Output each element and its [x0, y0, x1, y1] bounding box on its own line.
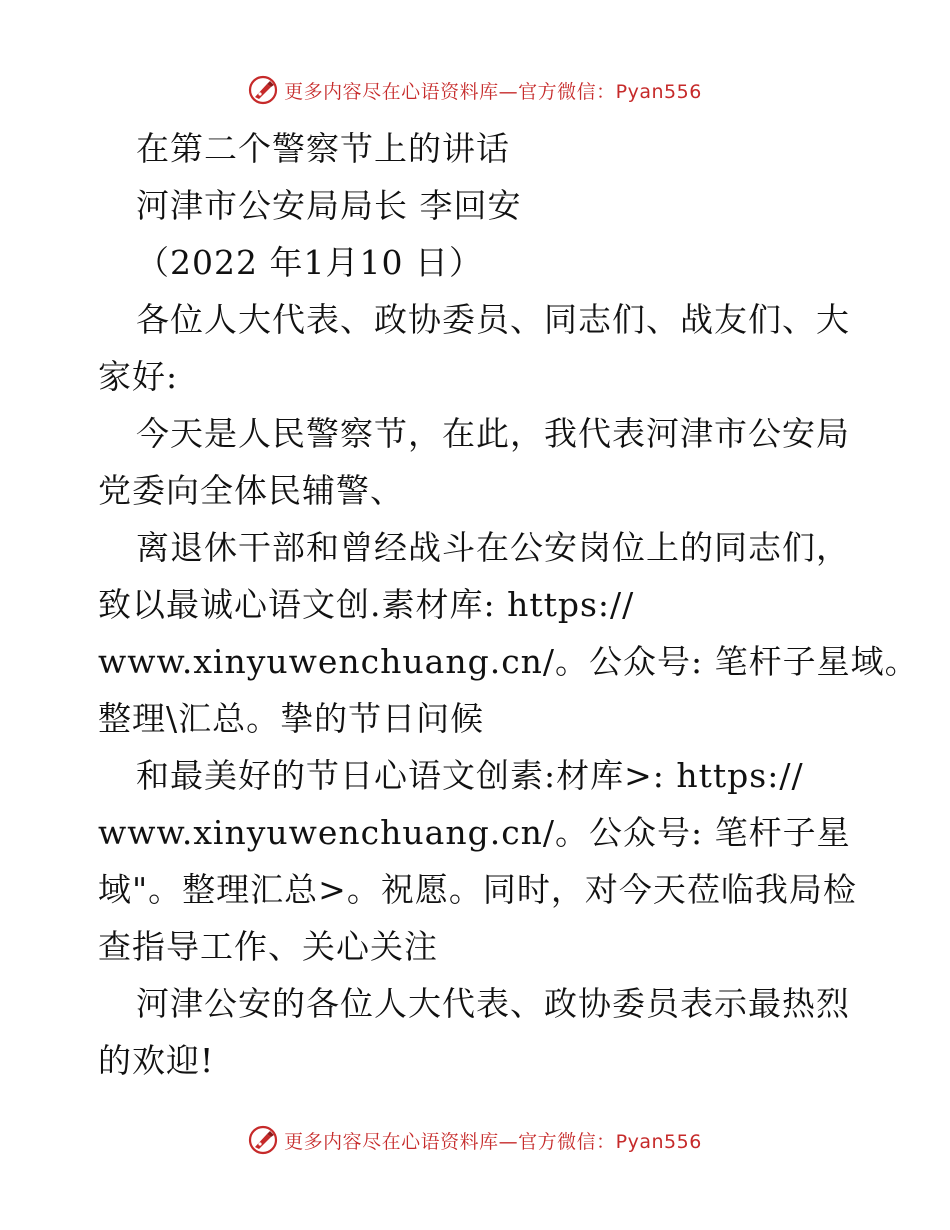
- speech-title: 在第二个警察节上的讲话: [136, 129, 510, 168]
- paragraph-line: 各位人大代表、政协委员、同志们、战友们、大: [136, 300, 850, 339]
- pen-nib-logo-icon: [248, 1125, 278, 1155]
- document-body: [98, 120, 919, 1089]
- header-banner-text: 更多内容尽在心语资料库—官方微信：Pyan556: [284, 80, 702, 103]
- paragraph-line: 党委向全体民辅警、: [98, 471, 404, 510]
- paragraph-line: www.xinyuwenchuang.cn/。公众号: 笔杆子星: [98, 813, 851, 852]
- paragraph-line: 致以最诚心语文创.素材库: https://: [98, 585, 635, 624]
- paragraph-line: www.xinyuwenchuang.cn/。公众号: 笔杆子星域。: [98, 642, 919, 681]
- footer-banner: [0, 1120, 950, 1160]
- paragraph-line: 和最美好的节日心语文创素:材库>: https://: [136, 756, 804, 795]
- paragraph-line: 整理\汇总。挚的节日问候: [98, 699, 485, 738]
- footer-banner-text: 更多内容尽在心语资料库—官方微信：Pyan556: [284, 1130, 702, 1153]
- paragraph-line: 的欢迎!: [98, 1041, 215, 1080]
- paragraph-line: 家好:: [98, 357, 179, 396]
- header-banner: [0, 70, 950, 110]
- paragraph-line: 河津公安的各位人大代表、政协委员表示最热烈: [136, 984, 850, 1023]
- pen-nib-logo-icon: [248, 75, 278, 105]
- paragraph-line: 查指导工作、关心关注: [98, 927, 438, 966]
- paragraph-line: 今天是人民警察节，在此，我代表河津市公安局: [136, 414, 850, 453]
- paragraph-line: 域"。整理汇总>。祝愿。同时，对今天莅临我局检: [98, 870, 857, 909]
- speaker-line: 河津市公安局局长 李回安: [136, 186, 522, 225]
- paragraph-line: 离退休干部和曾经战斗在公安岗位上的同志们，: [136, 528, 850, 567]
- date-line: （2022 年1月10 日）: [136, 243, 483, 282]
